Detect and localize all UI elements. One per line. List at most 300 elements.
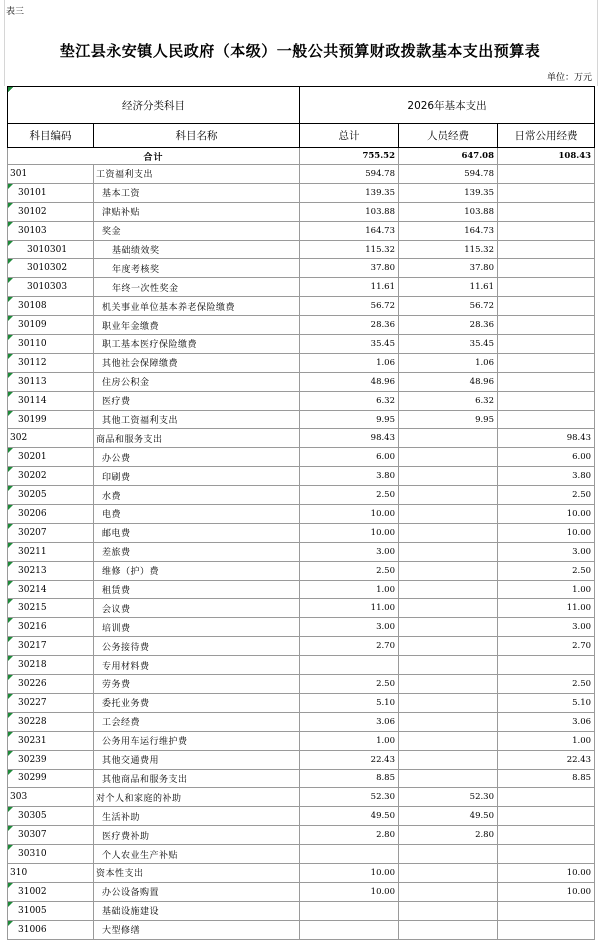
cell-personnel [399, 863, 498, 882]
cell-total: 2.80 [300, 826, 399, 845]
table-row [8, 863, 595, 882]
cell-personnel [399, 845, 498, 864]
cell-code: 30215 [8, 599, 94, 618]
cell-personnel [399, 505, 498, 524]
cell-name: 住房公积金 [94, 372, 300, 391]
cell-marker [8, 505, 13, 510]
cell-name: 年度考核奖 [94, 259, 300, 278]
cell-marker [8, 354, 13, 359]
cell-code: 30103 [8, 221, 94, 240]
cell-name: 公务用车运行维护费 [94, 731, 300, 750]
cell-public: 1.00 [498, 580, 595, 599]
total-public: 108.43 [498, 148, 595, 165]
cell-name: 年终一次性奖金 [94, 278, 300, 297]
cell-personnel: 28.36 [399, 316, 498, 335]
table-row [8, 372, 595, 391]
cell-public [498, 183, 595, 202]
cell-marker [8, 203, 13, 208]
cell-marker [8, 467, 13, 472]
table-row [8, 580, 595, 599]
cell-personnel: 35.45 [399, 335, 498, 354]
header-row-2 [8, 124, 595, 148]
header-economic-category: 经济分类科目 [8, 87, 300, 124]
cell-code: 30113 [8, 372, 94, 391]
cell-total: 3.00 [300, 542, 399, 561]
cell-code: 30205 [8, 486, 94, 505]
cell-code: 3010301 [8, 240, 94, 259]
cell-personnel [399, 920, 498, 939]
cell-total: 10.00 [300, 505, 399, 524]
cell-personnel [399, 901, 498, 920]
cell-public: 1.00 [498, 731, 595, 750]
header-personnel: 人员经费 [399, 124, 498, 148]
cell-public [498, 316, 595, 335]
cell-personnel: 9.95 [399, 410, 498, 429]
cell-name: 租赁费 [94, 580, 300, 599]
cell-total: 11.61 [300, 278, 399, 297]
table-row [8, 278, 595, 297]
table-row [8, 202, 595, 221]
table-row [8, 183, 595, 202]
cell-name: 职工基本医疗保险缴费 [94, 335, 300, 354]
cell-total: 2.50 [300, 486, 399, 505]
cell-name: 基础设施建设 [94, 901, 300, 920]
table-row [8, 618, 595, 637]
cell-marker [8, 770, 13, 775]
cell-total: 6.00 [300, 448, 399, 467]
cell-name: 公务接待费 [94, 637, 300, 656]
cell-name: 委托业务费 [94, 693, 300, 712]
table-row [8, 769, 595, 788]
cell-marker [8, 599, 13, 604]
cell-public: 6.00 [498, 448, 595, 467]
cell-code: 30228 [8, 712, 94, 731]
table-row [8, 920, 595, 939]
cell-public: 5.10 [498, 693, 595, 712]
cell-marker [8, 902, 13, 907]
table-row [8, 523, 595, 542]
cell-name: 个人农业生产补贴 [94, 845, 300, 864]
cell-code: 3010303 [8, 278, 94, 297]
cell-code: 30214 [8, 580, 94, 599]
cell-public [498, 278, 595, 297]
cell-personnel: 2.80 [399, 826, 498, 845]
table-row [8, 656, 595, 675]
table-row [8, 429, 595, 448]
table-row [8, 297, 595, 316]
table-row [8, 486, 595, 505]
cell-personnel [399, 448, 498, 467]
cell-total: 3.00 [300, 618, 399, 637]
cell-total: 8.85 [300, 769, 399, 788]
table-row [8, 448, 595, 467]
table-row [8, 882, 595, 901]
cell-code: 303 [8, 788, 94, 807]
total-row [8, 148, 595, 165]
page-title: 垫江县永安镇人民政府（本级）一般公共预算财政拨款基本支出预算表 [59, 42, 541, 60]
cell-public [498, 656, 595, 675]
cell-name: 办公设备购置 [94, 882, 300, 901]
cell-marker [8, 241, 13, 246]
cell-total [300, 656, 399, 675]
cell-public: 10.00 [498, 882, 595, 901]
table-row [8, 901, 595, 920]
cell-marker [8, 411, 13, 416]
table-row [8, 845, 595, 864]
table-row [8, 693, 595, 712]
cell-public [498, 826, 595, 845]
cell-name: 其他社会保障缴费 [94, 353, 300, 372]
cell-code: 30202 [8, 467, 94, 486]
cell-personnel [399, 731, 498, 750]
table-row [8, 259, 595, 278]
cell-public [498, 353, 595, 372]
cell-code: 30226 [8, 675, 94, 694]
cell-marker [8, 807, 13, 812]
cell-name: 机关事业单位基本养老保险缴费 [94, 297, 300, 316]
cell-code: 301 [8, 165, 94, 184]
cell-name: 专用材料费 [94, 656, 300, 675]
cell-marker [8, 543, 13, 548]
cell-code: 310 [8, 863, 94, 882]
cell-personnel: 139.35 [399, 183, 498, 202]
cell-public [498, 901, 595, 920]
table-row [8, 712, 595, 731]
cell-marker [8, 845, 13, 850]
cell-public [498, 240, 595, 259]
cell-personnel: 115.32 [399, 240, 498, 259]
header-row-1 [8, 87, 595, 124]
cell-code: 30307 [8, 826, 94, 845]
table-row [8, 561, 595, 580]
cell-marker [8, 581, 13, 586]
cell-marker [8, 562, 13, 567]
cell-name: 维修（护）费 [94, 561, 300, 580]
cell-marker [8, 373, 13, 378]
cell-code: 31002 [8, 882, 94, 901]
cell-marker [8, 921, 13, 926]
cell-code: 3010302 [8, 259, 94, 278]
cell-code: 30207 [8, 523, 94, 542]
cell-total: 2.50 [300, 561, 399, 580]
table-row [8, 788, 595, 807]
cell-name: 差旅费 [94, 542, 300, 561]
budget-table [7, 86, 595, 940]
table-row [8, 542, 595, 561]
cell-total: 2.70 [300, 637, 399, 656]
cell-personnel: 37.80 [399, 259, 498, 278]
cell-public [498, 202, 595, 221]
cell-personnel: 11.61 [399, 278, 498, 297]
cell-total: 9.95 [300, 410, 399, 429]
cell-personnel [399, 599, 498, 618]
cell-total: 98.43 [300, 429, 399, 448]
cell-name: 办公费 [94, 448, 300, 467]
cell-code: 31006 [8, 920, 94, 939]
cell-personnel: 103.88 [399, 202, 498, 221]
cell-personnel [399, 618, 498, 637]
table-row [8, 240, 595, 259]
cell-name: 对个人和家庭的补助 [94, 788, 300, 807]
cell-total: 28.36 [300, 316, 399, 335]
total-total: 755.52 [300, 148, 399, 165]
cell-total: 103.88 [300, 202, 399, 221]
cell-total: 594.78 [300, 165, 399, 184]
cell-code: 30110 [8, 335, 94, 354]
cell-personnel: 6.32 [399, 391, 498, 410]
cell-code: 30231 [8, 731, 94, 750]
cell-public [498, 845, 595, 864]
cell-marker [8, 751, 13, 756]
table-row [8, 731, 595, 750]
cell-marker [8, 524, 13, 529]
table-row [8, 637, 595, 656]
cell-public [498, 259, 595, 278]
cell-name: 水费 [94, 486, 300, 505]
table-row [8, 353, 595, 372]
cell-name: 其他商品和服务支出 [94, 769, 300, 788]
cell-total: 1.00 [300, 580, 399, 599]
cell-public: 11.00 [498, 599, 595, 618]
cell-public [498, 920, 595, 939]
cell-public: 3.00 [498, 618, 595, 637]
cell-code: 30218 [8, 656, 94, 675]
cell-personnel [399, 580, 498, 599]
cell-personnel [399, 561, 498, 580]
cell-personnel [399, 542, 498, 561]
cell-personnel: 164.73 [399, 221, 498, 240]
cell-marker [8, 392, 13, 397]
cell-public: 8.85 [498, 769, 595, 788]
header-total: 总计 [300, 124, 399, 148]
cell-public [498, 391, 595, 410]
cell-marker [8, 316, 13, 321]
header-year-expense: 2026年基本支出 [300, 87, 595, 124]
cell-code: 30102 [8, 202, 94, 221]
cell-total: 52.30 [300, 788, 399, 807]
cell-code: 30216 [8, 618, 94, 637]
cell-code: 30239 [8, 750, 94, 769]
cell-personnel [399, 693, 498, 712]
cell-personnel [399, 675, 498, 694]
cell-public: 10.00 [498, 523, 595, 542]
cell-name: 其他工资福利支出 [94, 410, 300, 429]
cell-personnel: 52.30 [399, 788, 498, 807]
cell-code: 302 [8, 429, 94, 448]
cell-total: 2.50 [300, 675, 399, 694]
cell-marker [8, 732, 13, 737]
cell-name: 津贴补贴 [94, 202, 300, 221]
cell-name: 培训费 [94, 618, 300, 637]
cell-name: 职业年金缴费 [94, 316, 300, 335]
cell-code: 31005 [8, 901, 94, 920]
cell-total [300, 901, 399, 920]
cell-total: 35.45 [300, 335, 399, 354]
table-label: 表三 [6, 7, 25, 17]
cell-total: 10.00 [300, 863, 399, 882]
cell-public: 2.70 [498, 637, 595, 656]
header-code: 科目编码 [8, 124, 94, 148]
cell-total: 1.00 [300, 731, 399, 750]
cell-personnel: 49.50 [399, 807, 498, 826]
cell-name: 印刷费 [94, 467, 300, 486]
cell-total: 56.72 [300, 297, 399, 316]
cell-public [498, 165, 595, 184]
cell-total: 139.35 [300, 183, 399, 202]
cell-total: 49.50 [300, 807, 399, 826]
cell-code: 30213 [8, 561, 94, 580]
cell-personnel: 1.06 [399, 353, 498, 372]
cell-total: 115.32 [300, 240, 399, 259]
cell-total: 37.80 [300, 259, 399, 278]
cell-name: 劳务费 [94, 675, 300, 694]
cell-name: 资本性支出 [94, 863, 300, 882]
cell-personnel [399, 712, 498, 731]
cell-code: 30206 [8, 505, 94, 524]
cell-total: 22.43 [300, 750, 399, 769]
cell-marker [8, 618, 13, 623]
cell-total: 5.10 [300, 693, 399, 712]
cell-total [300, 920, 399, 939]
cell-code: 30199 [8, 410, 94, 429]
cell-personnel: 56.72 [399, 297, 498, 316]
cell-public: 10.00 [498, 863, 595, 882]
cell-total: 1.06 [300, 353, 399, 372]
table-row [8, 410, 595, 429]
cell-marker [8, 694, 13, 699]
cell-code: 30227 [8, 693, 94, 712]
cell-public [498, 372, 595, 391]
cell-public: 2.50 [498, 561, 595, 580]
table-row [8, 826, 595, 845]
cell-personnel: 48.96 [399, 372, 498, 391]
cell-personnel [399, 656, 498, 675]
cell-public [498, 297, 595, 316]
cell-name: 基本工资 [94, 183, 300, 202]
cell-marker [8, 675, 13, 680]
table-row [8, 467, 595, 486]
cell-code: 30305 [8, 807, 94, 826]
cell-public: 2.50 [498, 486, 595, 505]
cell-name: 工资福利支出 [94, 165, 300, 184]
table-row [8, 335, 595, 354]
cell-code: 30310 [8, 845, 94, 864]
cell-name: 医疗费 [94, 391, 300, 410]
cell-personnel: 594.78 [399, 165, 498, 184]
cell-name: 基础绩效奖 [94, 240, 300, 259]
cell-name: 其他交通费用 [94, 750, 300, 769]
cell-code: 30299 [8, 769, 94, 788]
cell-marker [8, 637, 13, 642]
cell-code: 30109 [8, 316, 94, 335]
cell-name: 医疗费补助 [94, 826, 300, 845]
cell-total: 48.96 [300, 372, 399, 391]
cell-marker [8, 297, 13, 302]
table-row [8, 599, 595, 618]
cell-name: 商品和服务支出 [94, 429, 300, 448]
cell-marker [8, 335, 13, 340]
table-body [8, 148, 595, 940]
unit-label: 单位：万元 [546, 73, 592, 83]
table-row [8, 165, 595, 184]
cell-code: 30101 [8, 183, 94, 202]
cell-total: 164.73 [300, 221, 399, 240]
cell-public [498, 807, 595, 826]
cell-public: 22.43 [498, 750, 595, 769]
cell-total: 10.00 [300, 882, 399, 901]
cell-personnel [399, 637, 498, 656]
cell-public [498, 335, 595, 354]
cell-total: 10.00 [300, 523, 399, 542]
total-personnel: 647.08 [399, 148, 498, 165]
cell-code: 30211 [8, 542, 94, 561]
cell-public [498, 788, 595, 807]
cell-total: 3.80 [300, 467, 399, 486]
cell-name: 奖金 [94, 221, 300, 240]
cell-public [498, 221, 595, 240]
table-row [8, 221, 595, 240]
cell-public: 2.50 [498, 675, 595, 694]
cell-personnel [399, 882, 498, 901]
cell-personnel [399, 769, 498, 788]
cell-marker [8, 448, 13, 453]
cell-marker [8, 184, 13, 189]
cell-public: 3.80 [498, 467, 595, 486]
table-row [8, 391, 595, 410]
cell-marker [8, 656, 13, 661]
table-row [8, 807, 595, 826]
cell-personnel [399, 429, 498, 448]
table-row [8, 505, 595, 524]
cell-total: 6.32 [300, 391, 399, 410]
cell-marker [8, 486, 13, 491]
cell-code: 30112 [8, 353, 94, 372]
cell-personnel [399, 750, 498, 769]
cell-total: 3.06 [300, 712, 399, 731]
cell-name: 生活补助 [94, 807, 300, 826]
cell-personnel [399, 486, 498, 505]
cell-marker [8, 713, 13, 718]
cell-public [498, 410, 595, 429]
cell-marker [8, 278, 13, 283]
header-name: 科目名称 [94, 124, 300, 148]
cell-name: 邮电费 [94, 523, 300, 542]
cell-name: 电费 [94, 505, 300, 524]
cell-code: 30201 [8, 448, 94, 467]
table-row [8, 750, 595, 769]
cell-code: 30114 [8, 391, 94, 410]
cell-public: 3.06 [498, 712, 595, 731]
cell-code: 30108 [8, 297, 94, 316]
cell-total: 11.00 [300, 599, 399, 618]
cell-public: 3.00 [498, 542, 595, 561]
cell-marker [8, 826, 13, 831]
table-row [8, 316, 595, 335]
header-public: 日常公用经费 [498, 124, 595, 148]
total-label: 合计 [8, 148, 300, 165]
cell-code: 30217 [8, 637, 94, 656]
cell-public: 10.00 [498, 505, 595, 524]
cell-name: 工会经费 [94, 712, 300, 731]
cell-name: 会议费 [94, 599, 300, 618]
cell-personnel [399, 467, 498, 486]
cell-personnel [399, 523, 498, 542]
cell-marker [8, 259, 13, 264]
table-row [8, 675, 595, 694]
cell-public: 98.43 [498, 429, 595, 448]
cell-marker [8, 883, 13, 888]
cell-total [300, 845, 399, 864]
